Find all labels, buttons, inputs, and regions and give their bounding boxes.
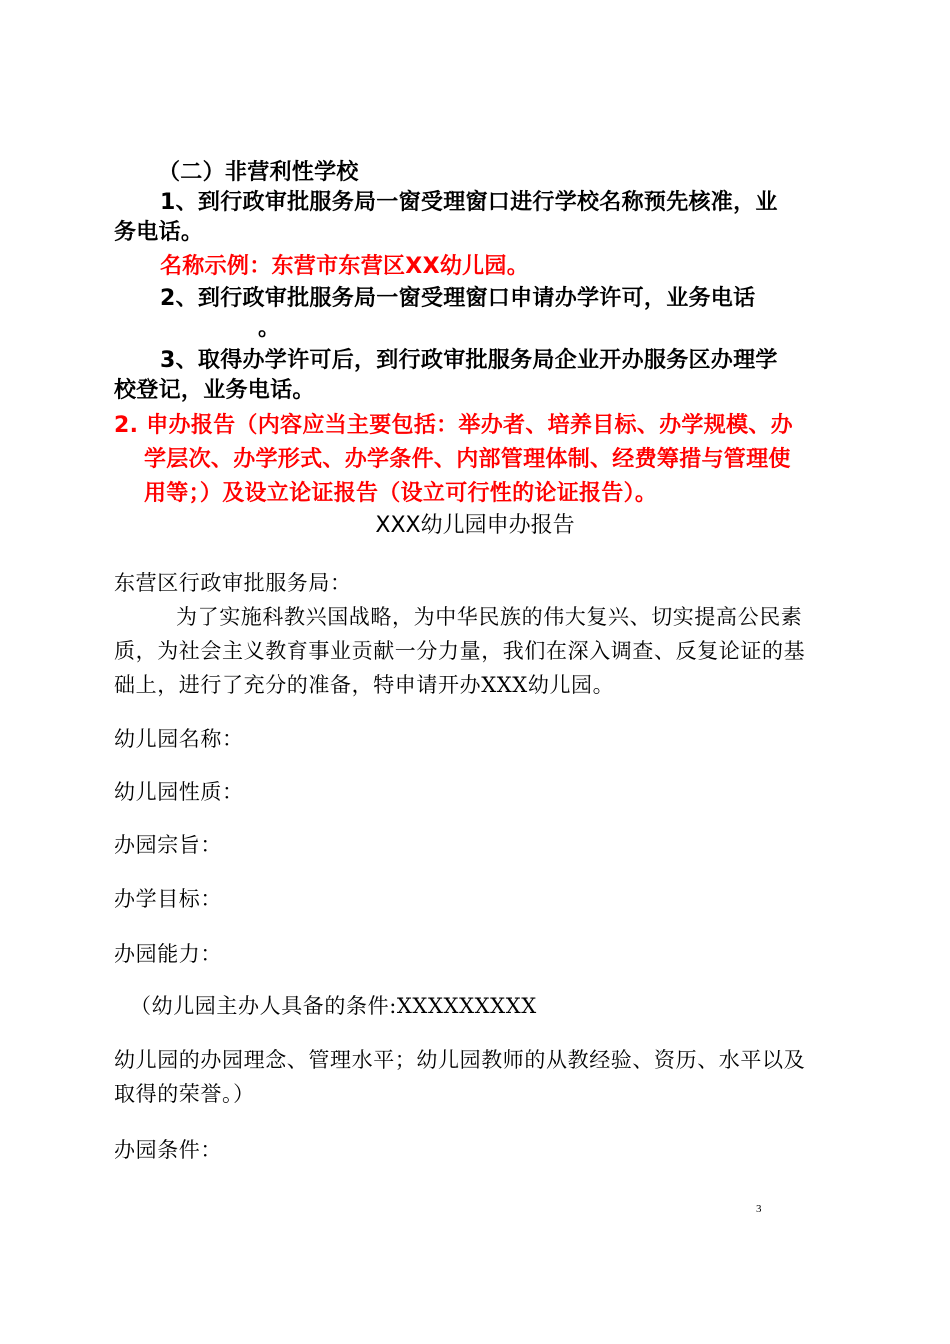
name-example: 名称示例：东营市东营区XX幼儿园。 <box>160 254 530 279</box>
ability-note-line3: 取得的荣誉。） <box>114 1082 255 1106</box>
field-conditions-label: 办园条件： <box>114 1138 222 1162</box>
step2-line1: 2、到行政审批服务局一窗受理窗口申请办学许可，业务电话 <box>160 286 756 311</box>
step1-line2: 务电话。 <box>114 220 204 245</box>
page-number: 3 <box>756 1203 762 1215</box>
field-purpose-label: 办园宗旨： <box>114 833 222 857</box>
field-ability-label: 办园能力： <box>114 942 222 966</box>
section-heading: （二）非营利性学校 <box>158 160 359 185</box>
field-name-label: 幼儿园名称： <box>114 727 244 751</box>
report-addressee: 东营区行政审批服务局： <box>114 571 352 595</box>
ability-note-line1: （幼儿园主办人具备的条件:XXXXXXXXX <box>130 994 537 1018</box>
field-goal-label: 办学目标： <box>114 887 222 911</box>
step3-line1: 3、取得办学许可后，到行政审批服务局企业开办服务区办理学 <box>160 348 778 373</box>
item2-line1: 2. 申办报告（内容应当主要包括：举办者、培养目标、办学规模、办 <box>114 413 793 438</box>
item2-line3: 用等；）及设立论证报告（设立可行性的论证报告）。 <box>144 481 658 506</box>
report-para-line1: 为了实施科教兴国战略，为中华民族的伟大复兴、切实提高公民素 <box>176 605 803 629</box>
item2-line2: 学层次、办学形式、办学条件、内部管理体制、经费筹措与管理使 <box>144 447 791 472</box>
report-title: XXX幼儿园申办报告 <box>375 513 575 538</box>
field-nature-label: 幼儿园性质： <box>114 780 244 804</box>
step2-line2: 。 <box>258 316 281 341</box>
ability-note-line2: 幼儿园的办园理念、管理水平；幼儿园教师的从教经验、资历、水平以及 <box>114 1048 806 1072</box>
step3-line2: 校登记，业务电话。 <box>114 378 315 403</box>
report-para-line3: 础上，进行了充分的准备，特申请开办XXX幼儿园。 <box>114 673 615 697</box>
step1-line1: 1、到行政审批服务局一窗受理窗口进行学校名称预先核准，业 <box>160 190 778 215</box>
report-para-line2: 质，为社会主义教育事业贡献一分力量，我们在深入调查、反复论证的基 <box>114 639 806 663</box>
